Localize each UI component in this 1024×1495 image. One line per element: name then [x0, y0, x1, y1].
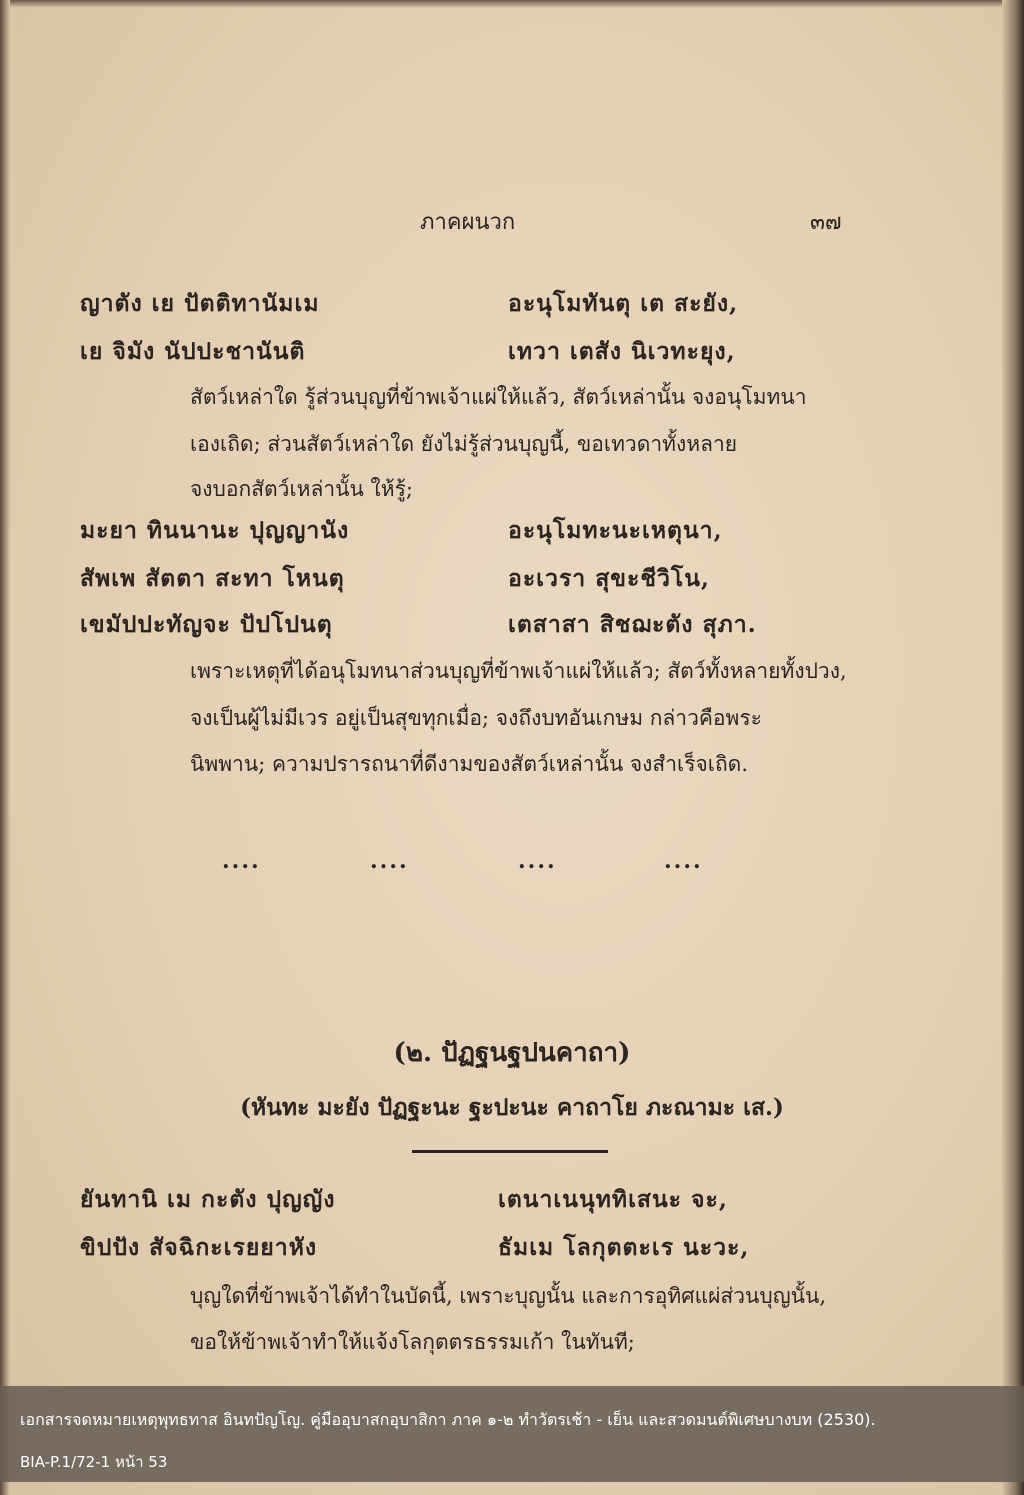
pali-verse-left: ยันทานิ เม กะตัง ปุญญัง [80, 1186, 336, 1213]
separator-dots: .... [370, 848, 409, 874]
translation-line: เพราะเหตุที่ได้อนุโมทนาส่วนบุญที่ข้าพเจ้าแผ่ให้แล้ว; สัตว์ทั้งหลายทั้งปวง, [190, 659, 847, 683]
pali-verse-right: ธัมเม โลกุตตะเร นะวะ, [498, 1234, 750, 1261]
pali-verse-right: เตนาเนนุททิเสนะ จะ, [498, 1186, 728, 1213]
translation-line: สัตว์เหล่าใด รู้ส่วนบุญที่ข้าพเจ้าแผ่ให้แล้ว, สัตว์เหล่านั้น จงอนุโมทนา [190, 385, 807, 409]
pali-verse-left: ขิปปัง สัจฉิกะเรยยาหัง [80, 1234, 318, 1261]
page-number: ๓๗ [810, 210, 842, 235]
archive-caption-bar [0, 1386, 1024, 1482]
book-spine-shadow [0, 0, 10, 1495]
section-title: (๒. ปัฏฐนฐปนคาถา) [393, 1038, 631, 1068]
section-subtitle: (หันทะ มะยัง ปัฏฐะนะ ฐะปะนะ คาถาโย ภะณามะ เส.) [240, 1094, 784, 1121]
translation-line: นิพพาน; ความปรารถนาที่ดีงามของสัตว์เหล่านั้น จงสำเร็จเถิด. [190, 752, 748, 776]
separator-dots: .... [518, 848, 557, 874]
translation-line: จงบอกสัตว์เหล่านั้น ให้รู้; [190, 477, 413, 501]
translation-line: บุญใดที่ข้าพเจ้าได้ทำในบัดนี้, เพราะบุญนั้น และการอุทิศแผ่ส่วนบุญนั้น, [190, 1284, 826, 1308]
page-right-edge [1002, 0, 1024, 1495]
translation-line: ขอให้ข้าพเจ้าทำให้แจ้งโลกุตตรธรรมเก้า ในทันที; [190, 1330, 635, 1354]
translation-line: เองเถิด; ส่วนสัตว์เหล่าใด ยังไม่รู้ส่วนบุญนี้, ขอเทวดาทั้งหลาย [190, 432, 738, 456]
pali-verse-right: อะนุโมทะนะเหตุนา, [508, 517, 723, 544]
page-top-edge [0, 0, 1024, 8]
pali-verse-right: อะเวรา สุขะชีวิโน, [508, 565, 710, 592]
pali-verse-right: เทวา เตสัง นิเวทะยุง, [508, 338, 736, 365]
pali-verse-left: มะยา ทินนานะ ปุญญานัง [80, 517, 350, 544]
pali-verse-left: สัพเพ สัตตา สะทา โหนตุ [80, 565, 345, 592]
running-header-title: ภาคผนวก [420, 210, 516, 235]
divider-rule [412, 1150, 608, 1153]
pali-verse-left: ญาตัง เย ปัตติทานัมเม [80, 290, 320, 317]
caption-reference-text: BIA-P.1/72-1 หน้า 53 [20, 1453, 168, 1471]
caption-source-text: เอกสารจดหมายเหตุพุทธทาส อินทปัญโญ. คู่มืออุบาสกอุบาสิกา ภาค ๑-๒ ทำวัตรเช้า - เย็น และสวดมนต์พิเศษบางบท (2530). [20, 1410, 876, 1429]
pali-verse-left: เย จิมัง นัปปะชานันติ [80, 338, 306, 365]
translation-line: จงเป็นผู้ไม่มีเวร อยู่เป็นสุขทุกเมื่อ; จงถึงบทอันเกษม กล่าวคือพระ [190, 706, 762, 730]
pali-verse-left: เขมัปปะทัญจะ ปัปโปนตุ [80, 611, 333, 638]
separator-dots: .... [222, 848, 261, 874]
pali-verse-right: เตสาสา สิชฌะตัง สุภา. [508, 611, 757, 638]
separator-dots: .... [664, 848, 703, 874]
pali-verse-right: อะนุโมทันตุ เต สะยัง, [508, 290, 739, 317]
